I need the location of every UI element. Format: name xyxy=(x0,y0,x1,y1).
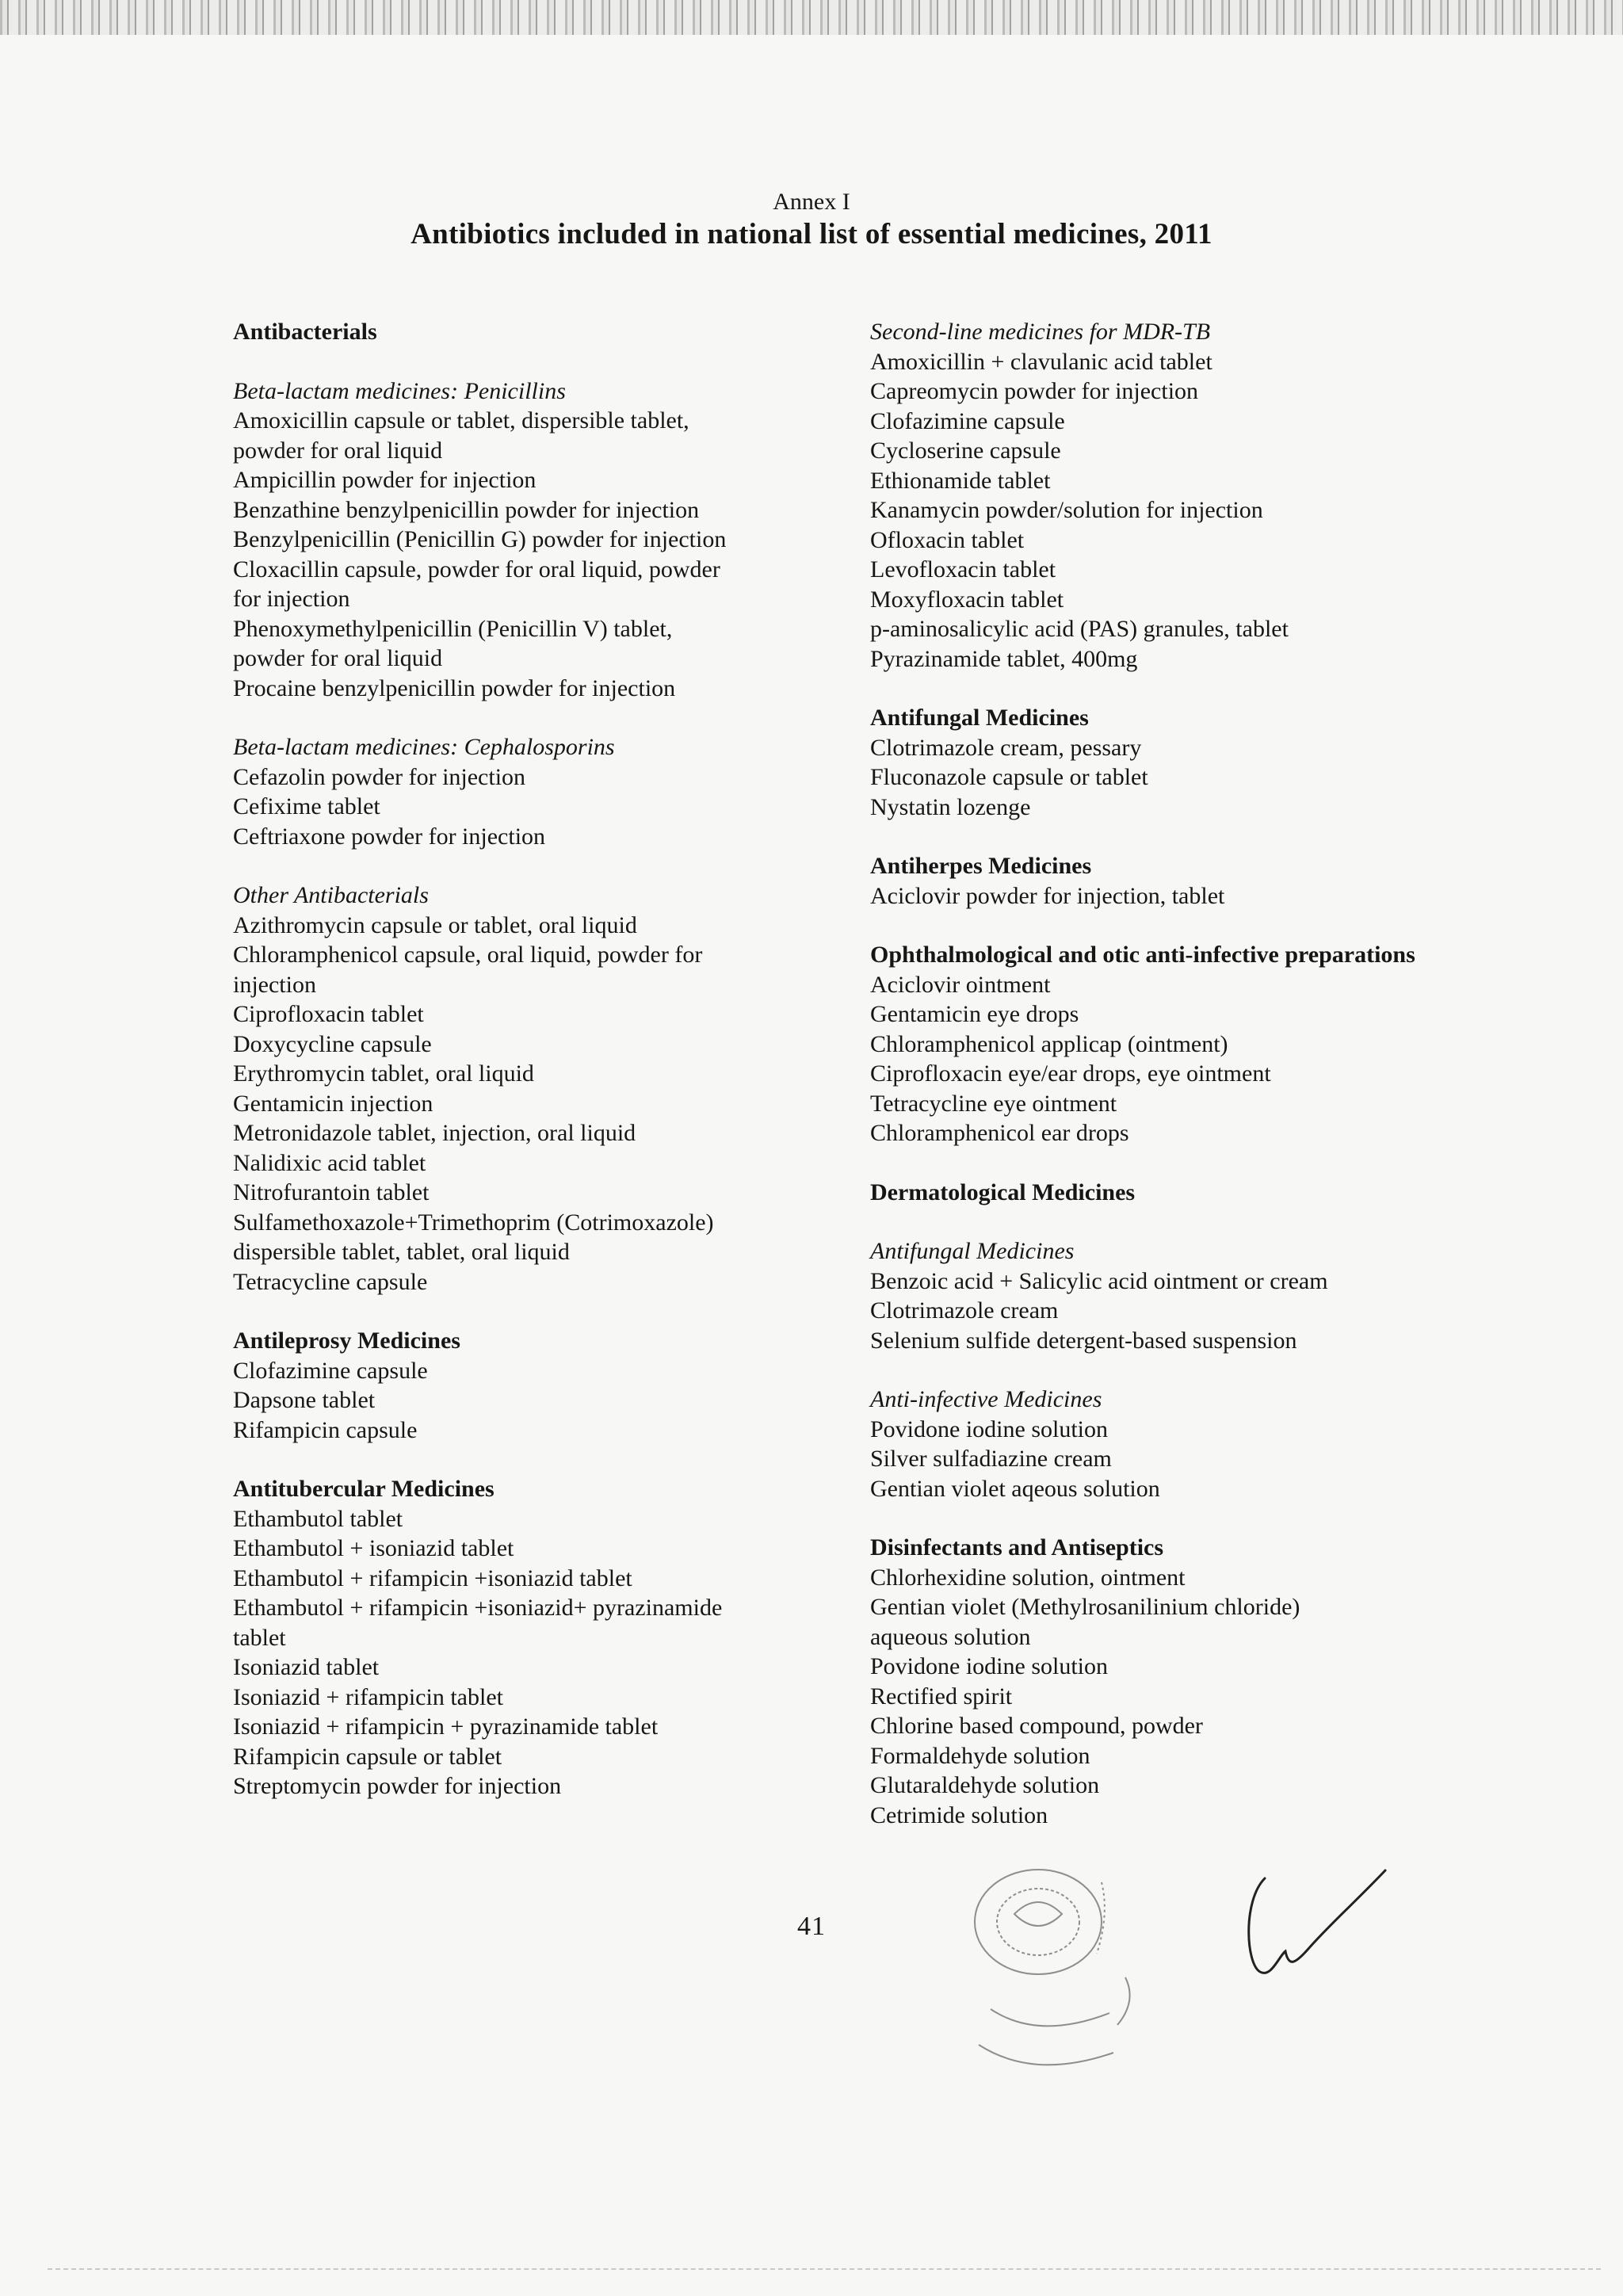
section-heading: Antiherpes Medicines xyxy=(870,853,1092,879)
section-heading: Antileprosy Medicines xyxy=(233,1328,460,1354)
medicine-item: Kanamycin powder/solution for injection xyxy=(870,497,1263,523)
medicine-item: Gentian violet aqeous solution xyxy=(870,1475,1160,1502)
medicine-item: Benzoic acid + Salicylic acid ointment or cream xyxy=(870,1267,1328,1294)
section-block xyxy=(233,317,819,347)
medicine-item: Nitrofurantoin tablet xyxy=(233,1179,430,1205)
page-number: 41 xyxy=(797,1912,826,1941)
section-block xyxy=(870,1236,1441,1355)
medicine-item: Ethambutol + isoniazid tablet xyxy=(233,1535,514,1561)
medicine-item: Sulfamethoxazole+Trimethoprim (Cotrimoxazole) xyxy=(233,1209,714,1236)
section-block xyxy=(233,376,819,704)
section-heading: Ophthalmological and otic anti-infective preparations xyxy=(870,942,1415,968)
medicine-item: Fluconazole capsule or tablet xyxy=(870,764,1148,790)
medicine-item: Amoxicillin capsule or tablet, dispersible tablet, xyxy=(233,407,689,434)
section-block xyxy=(233,1474,819,1801)
medicine-item: Amoxicillin + clavulanic acid tablet xyxy=(870,348,1212,375)
medicine-item: Cetrimide solution xyxy=(870,1801,1048,1828)
medicine-item: dispersible tablet, tablet, oral liquid xyxy=(233,1239,570,1265)
medicine-item: Clofazimine capsule xyxy=(233,1357,428,1384)
medicine-item: Aciclovir powder for injection, tablet xyxy=(870,882,1225,909)
medicine-item: Ofloxacin tablet xyxy=(870,526,1025,553)
medicine-item: powder for oral liquid xyxy=(233,437,443,464)
medicine-item: Gentian violet (Methylrosanilinium chloride) xyxy=(870,1594,1300,1620)
section-block xyxy=(870,317,1441,674)
official-stamp-seal-icon xyxy=(903,1859,1252,2120)
medicine-item: Ceftriaxone powder for injection xyxy=(233,823,546,850)
section-subheading: Anti-infective Medicines xyxy=(870,1386,1102,1412)
handwritten-signature-icon xyxy=(1236,1862,1395,1997)
right-column xyxy=(870,317,1441,1859)
section-subheading: Second-line medicines for MDR-TB xyxy=(870,319,1211,345)
scan-bottom-edge-line xyxy=(48,2268,1601,2270)
medicine-item: Ciprofloxacin tablet xyxy=(233,1001,424,1027)
section-heading: Antitubercular Medicines xyxy=(233,1476,495,1502)
medicine-item: Benzylpenicillin (Penicillin G) powder for injection xyxy=(233,526,727,552)
medicine-item: Chlorhexidine solution, ointment xyxy=(870,1564,1186,1591)
medicine-item: Rectified spirit xyxy=(870,1683,1013,1710)
medicine-item: tablet xyxy=(233,1624,286,1651)
medicine-item: Nalidixic acid tablet xyxy=(233,1149,426,1176)
medicine-item: Chloramphenicol applicap (ointment) xyxy=(870,1030,1228,1057)
medicine-item: Cefazolin powder for injection xyxy=(233,763,526,790)
medicine-item: Tetracycline eye ointment xyxy=(870,1090,1117,1117)
page-title: Antibiotics included in national list of essential medicines, 2011 xyxy=(411,218,1212,250)
medicine-item: injection xyxy=(233,971,316,998)
medicine-item: Ethionamide tablet xyxy=(870,467,1051,494)
section-subheading: Beta-lactam medicines: Penicillins xyxy=(233,377,566,404)
medicine-item: Ampicillin powder for injection xyxy=(233,467,537,493)
medicine-item: Benzathine benzylpenicillin powder for injection xyxy=(233,496,700,523)
medicine-item: Silver sulfadiazine cream xyxy=(870,1446,1112,1472)
medicine-item: Streptomycin powder for injection xyxy=(233,1773,562,1799)
section-block xyxy=(870,851,1441,911)
medicine-item: Cefixime tablet xyxy=(233,793,380,819)
medicine-item: Ethambutol + rifampicin +isoniazid tablet xyxy=(233,1564,632,1591)
section-block xyxy=(233,881,819,1297)
medicine-item: aqueous solution xyxy=(870,1623,1031,1650)
section-heading: Disinfectants and Antiseptics xyxy=(870,1534,1164,1561)
medicine-item: Chloramphenicol ear drops xyxy=(870,1120,1129,1146)
medicine-item: Gentamicin eye drops xyxy=(870,1001,1079,1027)
medicine-item: Isoniazid tablet xyxy=(233,1654,380,1680)
medicine-item: Aciclovir ointment xyxy=(870,971,1051,998)
section-heading: Antibacterials xyxy=(233,319,377,345)
medicine-item: Ciprofloxacin eye/ear drops, eye ointment xyxy=(870,1060,1271,1087)
medicine-item: Povidone iodine solution xyxy=(870,1653,1108,1679)
section-block xyxy=(870,703,1441,822)
medicine-item: Ethambutol tablet xyxy=(233,1505,403,1532)
medicine-item: Nystatin lozenge xyxy=(870,793,1031,820)
medicine-item: Isoniazid + rifampicin + pyrazinamide tablet xyxy=(233,1713,659,1740)
medicine-item: Gentamicin injection xyxy=(233,1090,433,1117)
medicine-item: Tetracycline capsule xyxy=(233,1268,428,1295)
medicine-item: Metronidazole tablet, injection, oral liquid xyxy=(233,1120,636,1146)
medicine-item: Azithromycin capsule or tablet, oral liquid xyxy=(233,911,637,938)
section-block xyxy=(870,1385,1441,1503)
section-block xyxy=(233,732,819,851)
section-heading: Antifungal Medicines xyxy=(870,705,1089,731)
medicine-item: for injection xyxy=(233,586,350,612)
medicine-item: Erythromycin tablet, oral liquid xyxy=(233,1060,534,1087)
section-subheading: Beta-lactam medicines: Cephalosporins xyxy=(233,734,615,760)
medicine-item: Isoniazid + rifampicin tablet xyxy=(233,1683,503,1710)
section-subheading: Other Antibacterials xyxy=(233,882,429,908)
medicine-item: Cloxacillin capsule, powder for oral liquid, powder xyxy=(233,556,720,583)
medicine-item: powder for oral liquid xyxy=(233,645,443,671)
medicine-item: Clotrimazole cream, pessary xyxy=(870,734,1142,761)
medicine-item: Clotrimazole cream xyxy=(870,1297,1059,1324)
medicine-item: Procaine benzylpenicillin powder for injection xyxy=(233,674,676,701)
section-block xyxy=(870,1178,1441,1208)
medicine-item: Chlorine based compound, powder xyxy=(870,1713,1203,1739)
medicine-item: Cycloserine capsule xyxy=(870,437,1061,464)
scan-top-edge-noise xyxy=(0,0,1623,35)
medicine-item: Dapsone tablet xyxy=(233,1387,376,1413)
medicine-item: Povidone iodine solution xyxy=(870,1415,1108,1442)
left-column xyxy=(233,317,819,1831)
medicine-item: Phenoxymethylpenicillin (Penicillin V) tablet, xyxy=(233,615,673,642)
annex-label: Annex I xyxy=(773,189,850,215)
section-subheading: Antifungal Medicines xyxy=(870,1238,1075,1264)
medicine-item: Doxycycline capsule xyxy=(233,1030,432,1057)
medicine-item: Capreomycin powder for injection xyxy=(870,378,1199,404)
medicine-item: Selenium sulfide detergent-based suspension xyxy=(870,1327,1297,1354)
medicine-item: Levofloxacin tablet xyxy=(870,556,1056,583)
medicine-item: Moxyfloxacin tablet xyxy=(870,586,1064,613)
section-block xyxy=(870,1533,1441,1830)
medicine-item: Formaldehyde solution xyxy=(870,1742,1090,1769)
medicine-item: p-aminosalicylic acid (PAS) granules, tablet xyxy=(870,616,1289,642)
medicine-item: Rifampicin capsule xyxy=(233,1416,418,1443)
medicine-item: Chloramphenicol capsule, oral liquid, powder for xyxy=(233,942,703,968)
medicine-item: Ethambutol + rifampicin +isoniazid+ pyrazinamide xyxy=(233,1595,723,1621)
section-heading: Dermatological Medicines xyxy=(870,1179,1136,1205)
medicine-item: Pyrazinamide tablet, 400mg xyxy=(870,645,1138,672)
medicine-item: Clofazimine capsule xyxy=(870,407,1065,434)
section-block xyxy=(233,1326,819,1445)
section-block xyxy=(870,940,1441,1148)
medicine-item: Rifampicin capsule or tablet xyxy=(233,1743,502,1770)
medicine-item: Glutaraldehyde solution xyxy=(870,1772,1100,1798)
